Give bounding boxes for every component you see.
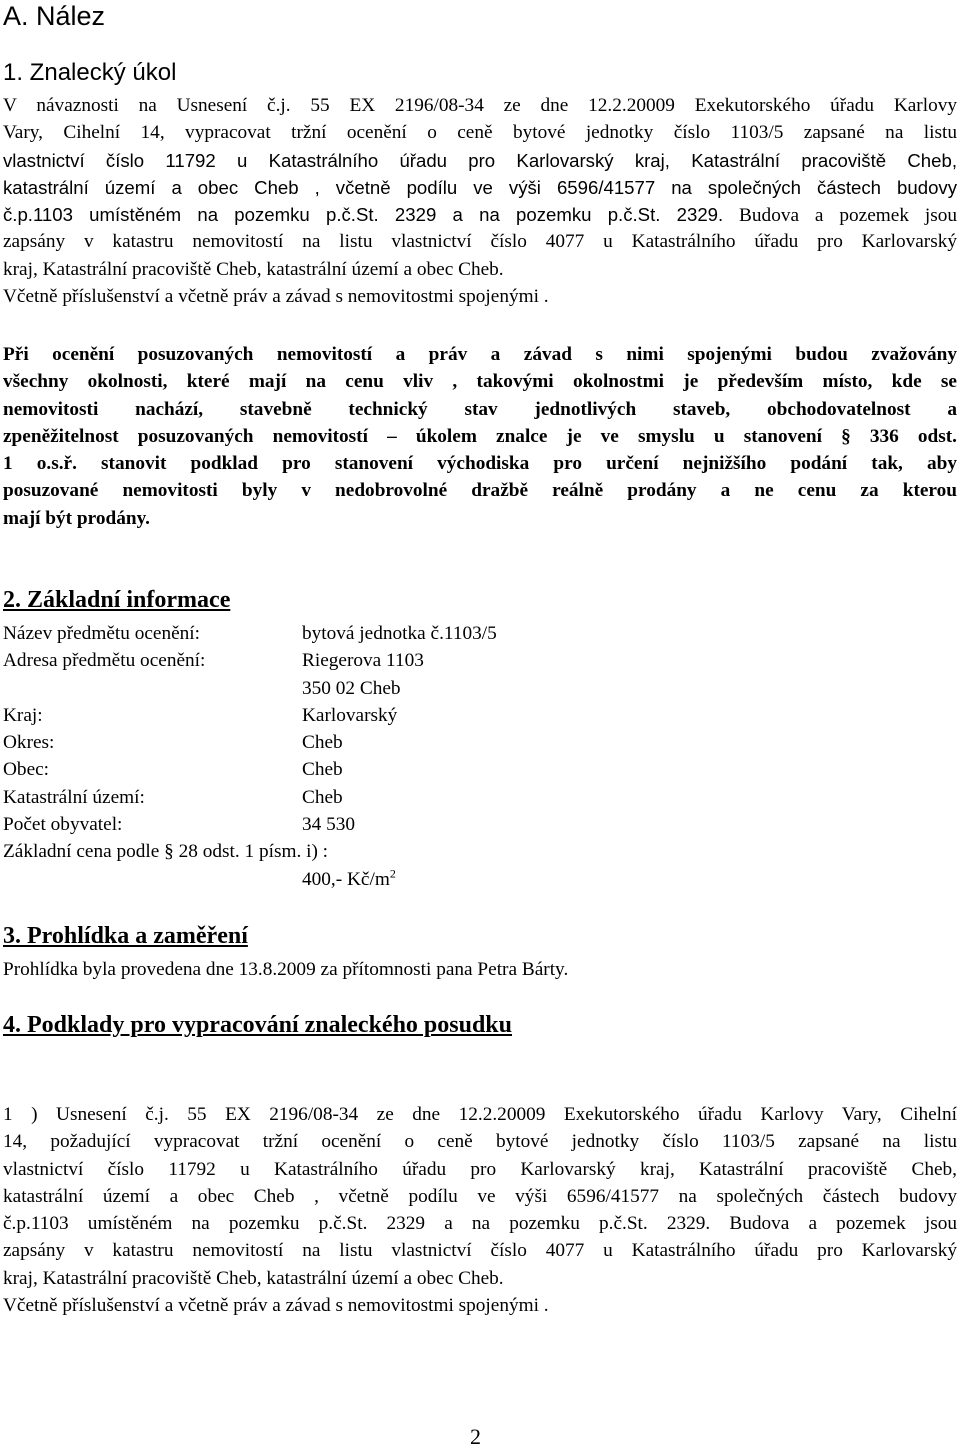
info-row-price	[3, 866, 957, 893]
section3-heading	[3, 921, 248, 951]
info-value: Riegerova 1103	[302, 650, 424, 672]
info-value: Cheb	[302, 759, 343, 781]
bold-line: 1 o.s.ř. stanovit podklad pro stanovení východiska pro určení nejnižšího podání tak, aby	[3, 453, 957, 475]
page-number: 2	[470, 1424, 481, 1449]
section4-paragraph	[3, 1101, 957, 1319]
paragraph-line: Vary, Cihelní 14, vypracovat tržní ocenění o ceně bytové jednotky číslo 1103/5 zapsané na listu	[3, 122, 957, 144]
info-row	[3, 784, 957, 811]
bold-line: posuzované nemovitosti byly v nedobrovolné dražbě reálně prodány a ne cenu za kterou	[3, 480, 957, 502]
paragraph-line: 14, požadující vypracovat tržní ocenění o ceně bytové jednotky číslo 1103/5 zapsané na listu	[3, 1131, 957, 1153]
info-row	[3, 838, 957, 865]
section1-title: 1. Znalecký úkol	[3, 59, 177, 86]
info-key: Katastrální území:	[3, 786, 145, 808]
bold-line: mají být prodány.	[3, 507, 150, 529]
bold-line: všechny okolnosti, které mají na cenu vliv , takovými okolnostmi je především místo, kde se	[3, 371, 957, 393]
paragraph-line: zapsány v katastru nemovitostí na listu vlastnictví číslo 4077 u Katastrálního úřadu pro Karlovarský	[3, 1240, 957, 1262]
info-row	[3, 811, 957, 838]
info-value: Cheb	[302, 786, 343, 808]
info-key: Adresa předmětu ocenění:	[3, 650, 206, 672]
valuation-principles-paragraph	[3, 341, 957, 532]
paragraph-line: kraj, Katastrální pracoviště Cheb, katastrální území a obec Cheb.	[3, 258, 504, 280]
section2-title: 2. Základní informace	[3, 587, 231, 613]
section1-paragraph	[3, 92, 957, 310]
info-value: bytová jednotka č.1103/5	[302, 623, 497, 644]
base-price: 400,- Kč/m	[302, 868, 390, 890]
info-row	[3, 620, 957, 647]
paragraph-line: Včetně příslušenství a včetně práv a závad s nemovitostmi spojenými .	[3, 1295, 549, 1317]
bold-line: zpeněžitelnost posuzovaných nemovitostí – úkolem znalce je ve smyslu u stanovení § 336 odst.	[3, 425, 957, 447]
paragraph-line: č.p.1103 umístěném na pozemku p.č.St. 2329 a na pozemku p.č.St. 2329. Budova a pozemek jsou	[3, 1213, 957, 1235]
section3-title: 3. Prohlídka a zaměření	[3, 923, 248, 949]
base-price-exponent: 2	[389, 866, 396, 881]
paragraph-line: katastrální území a obec Cheb , včetně podílu ve výši 6596/41577 na společných částech budovy	[3, 1185, 957, 1207]
paragraph-line: kraj, Katastrální pracoviště Cheb, katastrální území a obec Cheb.	[3, 1267, 504, 1289]
paragraph-line: V návaznosti na Usnesení č.j. 55 EX 2196/08-34 ze dne 12.2.20009 Exekutorského úřadu Karlovy	[3, 95, 957, 116]
paragraph-line: 1 ) Usnesení č.j. 55 EX 2196/08-34 ze dne 12.2.20009 Exekutorského úřadu Karlovy Vary, Cihelní	[3, 1104, 957, 1125]
info-row	[3, 729, 957, 756]
paragraph-line: Prohlídka byla provedena dne 13.8.2009 za přítomnosti pana Petra Bárty.	[3, 959, 569, 980]
paragraph-line	[3, 201, 957, 228]
info-value: 350 02 Cheb	[302, 677, 401, 699]
info-value: Cheb	[302, 732, 343, 754]
paragraph-line-part: Budova a pozemek jsou	[723, 205, 957, 227]
section4-title: 4. Podklady pro vypracování znaleckého posudku	[3, 1012, 513, 1038]
info-key: Obec:	[3, 759, 50, 781]
info-key: Počet obyvatel:	[3, 814, 123, 836]
section4-heading	[3, 1010, 512, 1040]
paragraph-line: katastrální území a obec Cheb , včetně podílu ve výši 6596/41577 na společných částech budovy	[3, 176, 957, 198]
basic-info-table	[3, 620, 957, 893]
paragraph-line-part: č.p.1103 umístěném na pozemku p.č.St. 2329 a na pozemku p.č.St. 2329.	[3, 204, 724, 226]
info-value: 34 530	[302, 814, 356, 836]
info-key: Okres:	[3, 732, 55, 754]
info-key: Kraj:	[3, 704, 43, 726]
bold-line: Při ocenění posuzovaných nemovitostí a práv a závad s nimi spojenými budou zvažovány	[3, 344, 957, 365]
paragraph-line: Včetně příslušenství a včetně práv a závad s nemovitostmi spojenými .	[3, 286, 549, 308]
section3-paragraph	[3, 956, 957, 983]
heading-a: A. Nález	[3, 1, 106, 31]
base-price-value	[302, 866, 396, 893]
info-row	[3, 756, 957, 783]
info-value: Karlovarský	[302, 704, 398, 726]
bold-line: nemovitosti nachází, stavebně technický stav jednotlivých staveb, obchodovatelnost a	[3, 398, 957, 420]
info-key: Základní cena podle § 28 odst. 1 písm. i) :	[3, 841, 329, 863]
info-key: Název předmětu ocenění:	[3, 623, 201, 644]
paragraph-line: zapsány v katastru nemovitostí na listu vlastnictví číslo 4077 u Katastrálního úřadu pro Karlovarský	[3, 231, 957, 253]
paragraph-line: vlastnictví číslo 11792 u Katastrálního úřadu pro Karlovarský kraj, Katastrální pracoviště Cheb,	[3, 1158, 957, 1180]
section2-heading	[3, 585, 230, 615]
info-row	[3, 702, 957, 729]
info-row	[3, 647, 957, 674]
paragraph-line: vlastnictví číslo 11792 u Katastrálního úřadu pro Karlovarský kraj, Katastrální pracoviště Cheb,	[3, 149, 957, 171]
info-row	[3, 675, 957, 702]
